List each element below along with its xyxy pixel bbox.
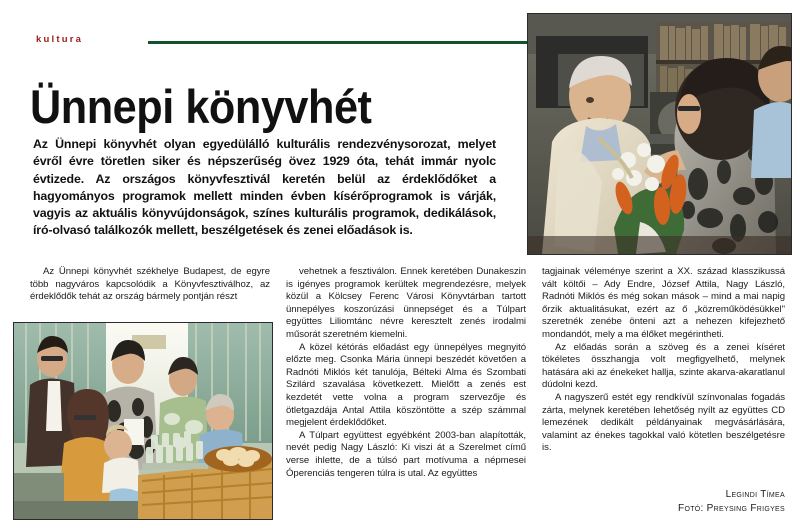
photo-reception-guests bbox=[13, 322, 273, 520]
paragraph: A közel kétórás előadást egy ünnepélyes megnyitó előzte meg. Csonka Mária ünnepi beszédét követően a Radnóti Miklós két tanulója, Bélteki Alma és Szombati Szilárd szavalása következett. Mielőtt a zenés est kezdetét vette volna a program szervezője és ötletgazdája Antal Attila köszöntötte a szép számmal megjelent érdeklődőket. bbox=[286, 341, 526, 429]
byline bbox=[542, 488, 785, 516]
header-rule bbox=[148, 41, 527, 44]
page-title: Ünnepi könyvhét bbox=[30, 80, 372, 134]
paragraph: A nagyszerű estét egy rendkívül színvonalas fogadás zárta, melynek keretében lehetőség nyílt az együttes CD lemezének dedikált példányainak megvásárlására, valamint az énekes tagokkal való kötetlen beszélgetésre is. bbox=[542, 391, 785, 454]
lead-paragraph: Az Ünnepi könyvhét olyan egyedülálló kulturális rendezvénysorozat, melyet évről évre töretlen siker és népszerűség övez 1929 óta, tehát immár nyolc évtizede. Az országos könyvfesztivál keretén belül az érdeklődőket a hagyományos programok mellett minden évben kísérőprogramok is várják, vagyis az aktuális könyvújdonságok, színes kulturális programok, dedikálások, író-olvasó találkozók mellett, beszélgetések és zenei előadások is. bbox=[33, 137, 496, 238]
body-column-2 bbox=[286, 266, 526, 480]
body-column-1 bbox=[30, 266, 270, 304]
photo-award-ceremony-image bbox=[528, 14, 791, 254]
body-column-3 bbox=[542, 266, 785, 455]
paragraph: tagjainak véleménye szerint a XX. század klasszikussá vált költői – Ady Endre, József Attila, Nagy László, Radnóti Miklós és még sokan mások – mind a mai napig őrzik aktualitásukat, ezért az ő „közreműködésükkel" szeretnék zenébe önteni azt a nehezen kifejezhető mondandót, mely a ma élőket megérintheti. bbox=[542, 266, 785, 340]
byline-author: Legindi Tímea bbox=[725, 489, 785, 500]
paragraph: Az előadás során a szöveg és a zenei kíséret tökéletes összhangja volt megfigyelhető, melynek hatására aki az énekeket hallja, szinte akarva-akaratlanul dúdolni kezd. bbox=[542, 341, 785, 391]
paragraph: Az Ünnepi könyvhét székhelye Budapest, de egyre több nagyváros kapcsolódik a Könyvfesztiválhoz, az érdeklődők tehát az ország bármely pontján részt bbox=[30, 266, 270, 303]
paragraph: A Túlpart együttest egyébként 2003-ban alapították, nevét pedig Nagy László: Ki viszi át a Szerelmet című verse ihlette, de a túlsó part motívuma a népmesei Óperenciás tengeren túlra is utal. Az együttes bbox=[286, 429, 526, 479]
photo-reception-guests-image bbox=[14, 323, 272, 519]
paragraph: vehetnek a fesztiválon. Ennek keretében Dunakeszin is igényes programok kerültek megrendezésre, melyek közül a Kölcsey Ferenc Városi Könyvtárban tartott ünnepélyes koszorúzási ünnepséget és a Túlpart együttes Liliomtánc névre keresztelt zenés irodalmi műsorát szeretném kiemelni. bbox=[286, 266, 526, 340]
byline-photo-credit: Fotó: Preysing Frigyes bbox=[678, 503, 785, 514]
photo-award-ceremony bbox=[527, 13, 792, 255]
section-kicker: kultura bbox=[36, 34, 84, 45]
